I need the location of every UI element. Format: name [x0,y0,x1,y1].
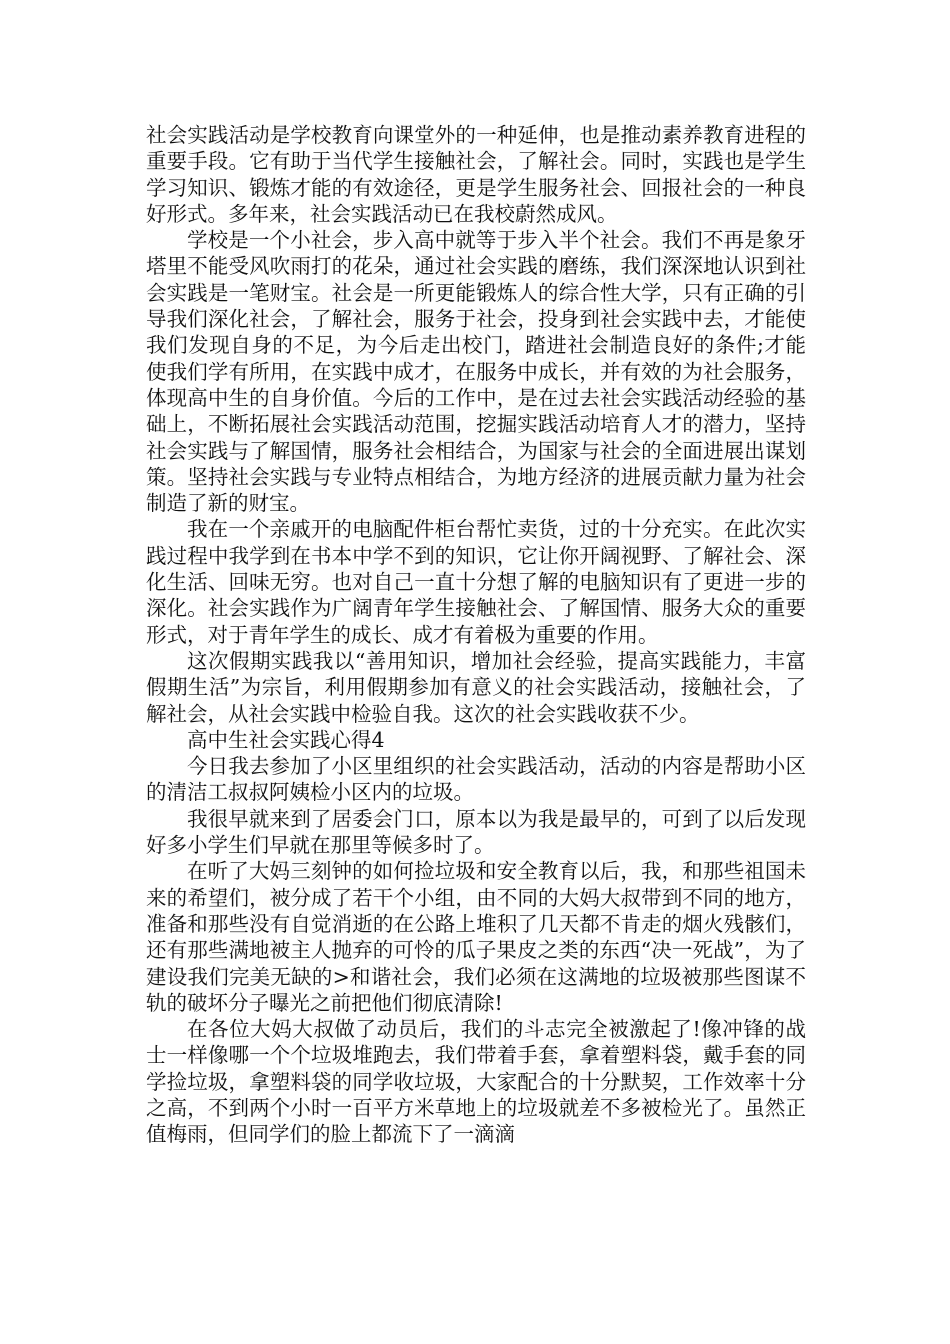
paragraph-grouping: 在听了大妈三刻钟的如何捡垃圾和安全教育以后，我，和那些祖国未来的希望们，被分成了若干个小组，由不同的大妈大叔带到不同的地方，准备和那些没有自觉消逝的在公路上堆积了几天都不肯走的烟火残骸们，还有那些满地被主人抛弃的可怜的瓜子果皮之类的东西“决一死战”，为了建设我们完美无缺的>和谐社会，我们必须在这满地的垃圾被那些图谋不轨的破坏分子曝光之前把他们彻底清除! [146,859,806,1015]
paragraph-community-activity: 今日我去参加了小区里组织的社会实践活动，活动的内容是帮助小区的清洁工叔叔阿姨检小区内的垃圾。 [146,754,806,805]
paragraph-arrival: 我很早就来到了居委会门口，原本以为我是最早的，可到了以后发现好多小学生们早就在那里等候多时了。 [146,806,806,858]
paragraph-cleanup: 在各位大妈大叔做了动员后，我们的斗志完全被激起了!像冲锋的战士一样像哪一个个垃圾堆跑去，我们带着手套，拿着塑料袋，戴手套的同学捡垃圾，拿塑料袋的同学收垃圾，大家配合的十分默契，工作效率十分之高，不到两个小时一百平方米草地上的垃圾就差不多被检光了。虽然正值梅雨，但同学们的脸上都流下了一滴滴 [146,1017,806,1147]
paragraph-computer-counter: 我在一个亲戚开的电脑配件柜台帮忙卖货，过的十分充实。在此次实践过程中我学到在书本中学不到的知识，它让你开阔视野、了解社会、深化生活、回味无穷。也对自己一直十分想了解的电脑知识有了更进一步的深化。社会实践作为广阔青年学生接触社会、了解国情、服务大众的重要形式，对于青年学生的成长、成才有着极为重要的作用。 [146,517,806,647]
document-body [146,122,806,1148]
section-heading: 高中生社会实践心得4 [187,727,385,752]
paragraph-intro: 社会实践活动是学校教育向课堂外的一种延伸，也是推动素养教育进程的重要手段。它有助于当代学生接触社会，了解社会。同时，实践也是学生学习知识、锻炼才能的有效途径，更是学生服务社会、回报社会的一种良好形式。多年来，社会实践活动已在我校蔚然成风。 [146,123,806,226]
paragraph-school-society: 学校是一个小社会，步入高中就等于步入半个社会。我们不再是象牙塔里不能受风吹雨打的花朵，通过社会实践的磨练，我们深深地认识到社会实践是一笔财宝。社会是一所更能锻炼人的综合性大学，只有正确的引导我们深化社会，了解社会，服务于社会，投身到社会实践中去，才能使我们发现自身的不足，为今后走出校门，踏进社会制造良好的条件;才能使我们学有所用，在实践中成才，在服务中成长，并有效的为社会服务，体现高中生的自身价值。今后的工作中，是在过去社会实践活动经验的基础上，不断拓展社会实践活动范围，挖掘实践活动培育人才的潜力，坚持社会实践与了解国情，服务社会相结合，为国家与社会的全面进展出谋划策。坚持社会实践与专业特点相结合，为地方经济的进展贡献力量为社会制造了新的财宝。 [146,228,806,516]
paragraph-holiday-practice: 这次假期实践我以“善用知识，增加社会经验，提高实践能力，丰富假期生活”为宗旨，利用假期参加有意义的社会实践活动，接触社会，了解社会，从社会实践中检验自我。这次的社会实践收获不少。 [146,648,806,726]
